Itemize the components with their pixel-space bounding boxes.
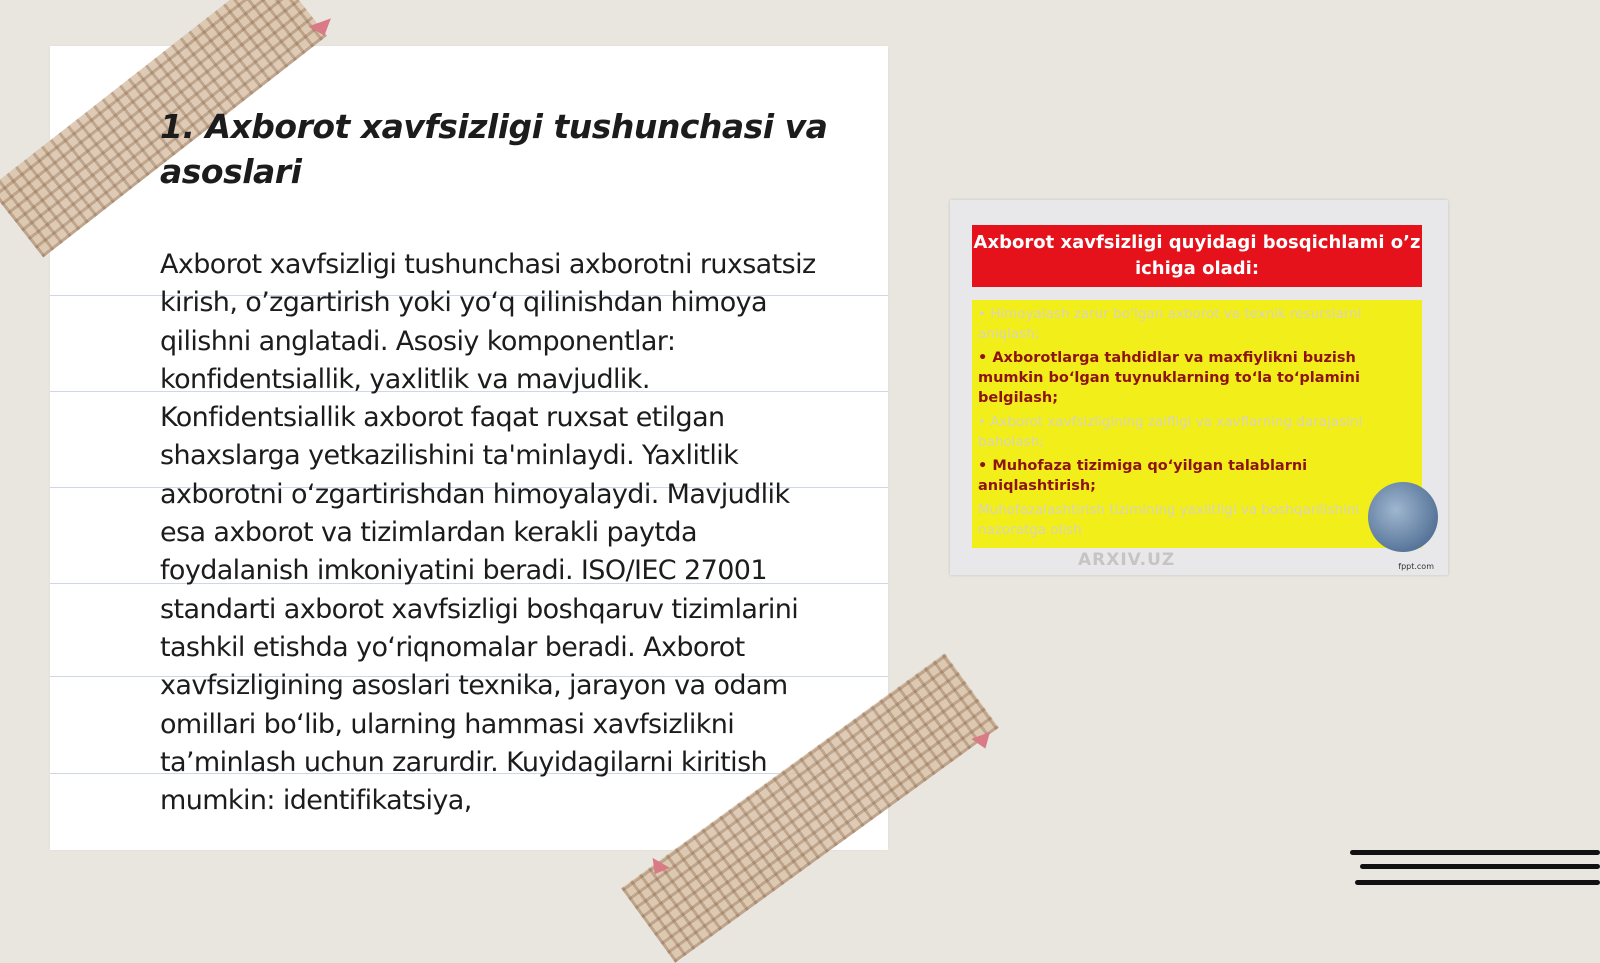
- globe-icon: [1368, 482, 1438, 552]
- slide-watermark: ARXIV.UZ: [1078, 550, 1176, 570]
- slide-bullet-item: • Axborotlarga tahdidlar va maxfiylikni buzish mumkin bo‘lgan tuynuklarning to‘la to‘plamini belgilash;: [978, 350, 1360, 406]
- slide-bullet-item: Muhofazalashtirish tizimining yaxlitligi va boshqarilishini nazoratga olish: [978, 502, 1360, 538]
- slide-bullet-item: • Muhofaza tizimiga qo‘yilgan talablarni aniqlashtirish;: [978, 458, 1308, 494]
- body-paragraph: Axborot xavfsizligi tushunchasi axborotni ruxsatsiz kirish, o’zgartirish yoki yo‘q qilinishdan himoya qilishni anglatadi. Asosiy komponentlar: konfidentsiallik, yaxlitlik va mavjudlik. Konfidentsiallik axborot faqat ruxsat etilgan shaxslarga yetkazilishini ta'minlaydi. Yaxlitlik axborotni o‘zgartirishdan himoyalaydi. Mavjudlik esa axborot va tizimlardan kerakli paytda foydalanish imkoniyatini beradi. ISO/IEC 27001 standarti axborot xavfsizligi boshqaruv tizimlarini tashkil etishda yo‘riqnomalar beradi. Axborot xavfsizligining asoslari texnika, jarayon va odam omillari bo‘lib, ularning hammasi xavfsizlikni ta’minlash uchun zarurdir. Kuyidagilarni kiritish mumkin: identifikatsiya,: [160, 249, 816, 817]
- slide-bullet-item: • Axborot xavfsizligining zaifligi va xavflarning darajasini baholash;: [978, 414, 1363, 450]
- slide-bullet-box: [972, 300, 1422, 548]
- slide-bullet-item: • Himoyalash zarur bo’lgan axborot va texnik resurslarni aniqlash;: [978, 306, 1362, 342]
- slide-credit: fppt.com: [1398, 562, 1434, 571]
- slide-header: Axborot xavfsizligi quyidagi bosqichlami o’z ichiga oladi:: [972, 225, 1422, 287]
- slide-thumbnail-image: [950, 200, 1448, 575]
- section-title: 1. Axborot xavfsizligi tushunchasi va asoslari: [160, 107, 828, 191]
- decorative-brush-lines: [1350, 846, 1600, 896]
